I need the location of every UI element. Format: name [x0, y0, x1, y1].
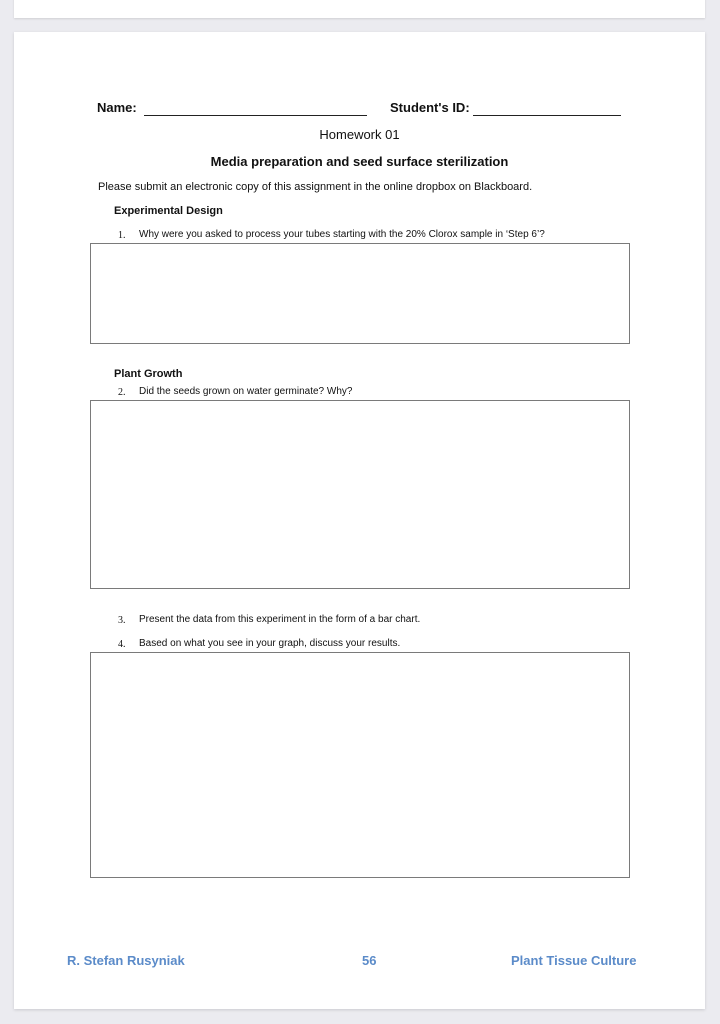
homework-title: Homework 01	[319, 127, 400, 142]
answer-box-question-1[interactable]	[90, 243, 630, 344]
question-3-number: 3.	[118, 615, 126, 626]
question-2-number: 2.	[118, 387, 126, 398]
document-page	[14, 32, 705, 1009]
assignment-title: Media preparation and seed surface sterilization	[210, 154, 509, 169]
footer-author: R. Stefan Rusyniak	[67, 953, 185, 968]
student-id-blank-line	[473, 115, 621, 116]
answer-box-question-4[interactable]	[90, 652, 630, 878]
section-heading-experimental-design: Experimental Design	[114, 205, 223, 217]
question-1-number: 1.	[118, 230, 126, 241]
question-3-text: Present the data from this experiment in the form of a bar chart.	[139, 614, 421, 625]
answer-box-question-2[interactable]	[90, 400, 630, 589]
previous-page-edge	[14, 0, 705, 18]
footer-book-title: Plant Tissue Culture	[511, 953, 637, 968]
name-blank-line	[144, 115, 367, 116]
name-label: Name:	[97, 100, 137, 115]
instructions-text: Please submit an electronic copy of this assignment in the online dropbox on Blackboard.	[98, 181, 533, 193]
question-1-text: Why were you asked to process your tubes starting with the 20% Clorox sample in ‘Step 6’?	[139, 229, 545, 240]
student-id-label: Student's ID:	[390, 100, 470, 115]
question-2-text: Did the seeds grown on water germinate? Why?	[139, 386, 353, 397]
section-heading-plant-growth: Plant Growth	[114, 368, 183, 380]
footer-page-number: 56	[362, 953, 377, 968]
question-4-text: Based on what you see in your graph, discuss your results.	[139, 638, 401, 649]
question-4-number: 4.	[118, 639, 126, 650]
